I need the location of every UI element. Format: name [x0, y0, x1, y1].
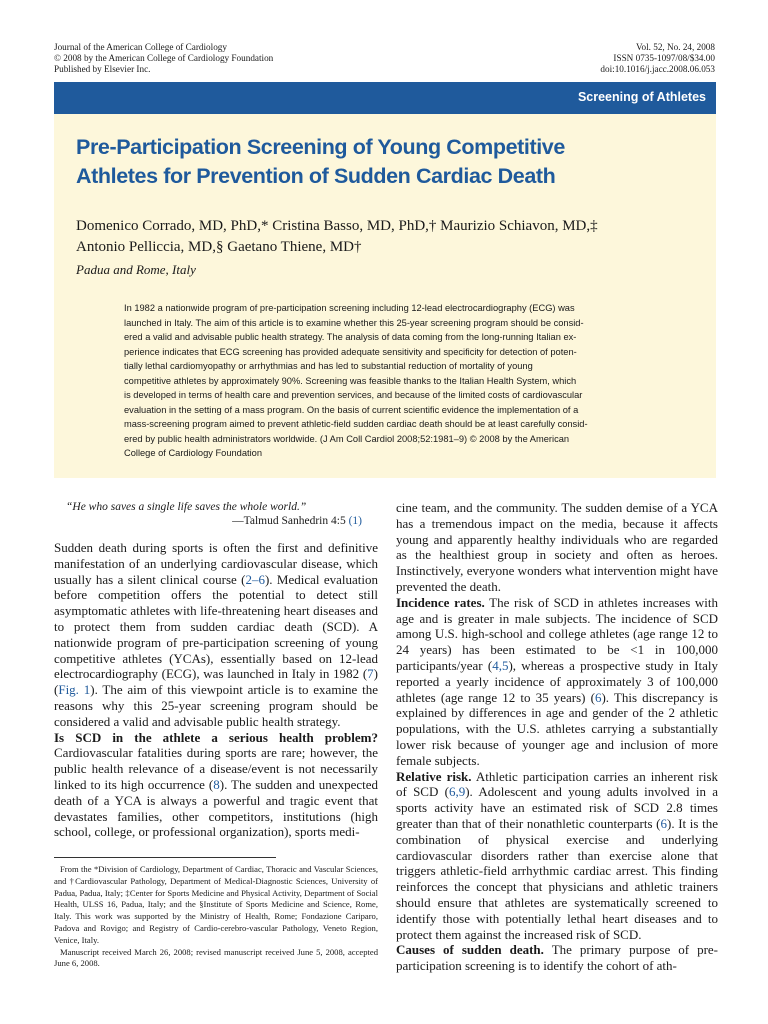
- author-line-1: Domenico Corrado, MD, PhD,* Cristina Basso, MD, PhD,† Maurizio Schiavon, MD,‡: [76, 218, 598, 234]
- right-column: [396, 500, 718, 974]
- citation-link[interactable]: 2–6: [245, 571, 265, 587]
- publisher-line: Published by Elsevier Inc.: [54, 64, 151, 74]
- citation-link[interactable]: 8: [213, 776, 220, 792]
- abstract-line: mass-screening program aimed to prevent athletic-field sudden cardiac death should be at least carefully consid-: [124, 419, 588, 429]
- title-line-1: Pre-Participation Screening of Young Competitive: [76, 135, 565, 159]
- footnote-dates: Manuscript received March 26, 2008; revised manuscript received June 5, 2008, accepted June 6, 2008.: [54, 946, 378, 969]
- journal-header-right: [600, 42, 715, 75]
- abstract-line: College of Cardiology Foundation: [124, 448, 262, 458]
- causes-paragraph: Causes of sudden death. The primary purpose of pre-participation screening is to identify the cohort of ath-: [396, 942, 718, 974]
- journal-header-left: [54, 42, 273, 75]
- abstract-line: tially lethal cardiomyopathy or arrhythmias and has led to substantial reduction of mortality of young: [124, 361, 533, 371]
- relative-risk-paragraph: Relative risk. Athletic participation carries an inherent risk of SCD (6,9). Adolescent and young adults involved in a sports activity have an estimated risk of SCD 2.8 times greater than that of their nonathletic counterparts (6). It is the combination of physical exercise and underlying cardiovascular disorders rather than exercise alone that triggers athletic-field arrhythmic cardiac arrest. This finding reinforces the concept that physicians and athletic trainers should ensure that athletes are systematically screened to identify those with potentially lethal heart diseases and to protect them against the increased risk of SCD.: [396, 768, 719, 942]
- copyright-line: © 2008 by the American College of Cardiology Foundation: [54, 53, 274, 63]
- intro-paragraph: Sudden death during sports is often the first and definitive manifestation of an underlying cardiovascular disease, which usually has a silent clinical course (2–6). Medical evaluation before competition offers the potential to detect still asymptomatic athletes with life-threatening heart diseases and to protect them from sudden cardiac death (SCD). A nationwide program of pre-participation screening of young competitive athletes (YCAs), essentially based on 12-lead electrocardiography (ECG), was launched in Italy in 1982 (7) (Fig. 1). The aim of this viewpoint article is to examine the reasons why this 25-year screening program should be considered a valid and advisable public health strategy.: [54, 540, 379, 729]
- article-title: [76, 133, 676, 191]
- citation-link[interactable]: 6: [594, 689, 602, 705]
- run-in-heading: Incidence rates.: [396, 594, 485, 610]
- epigraph-source: —Talmud Sanhedrin 4:5 (1): [232, 515, 362, 527]
- title-line-2: Athletes for Prevention of Sudden Cardiac Death: [76, 164, 556, 188]
- footnote-affiliations: From the *Division of Cardiology, Department of Cardiac, Thoracic and Vascular Sciences, and †Cardiovascular Pathology, Department of Medical-Diagnostic Sciences, University of Padua, Padua, Italy; ‡Center for Sports Medicine and Physical Activity, Department of Social Health, ULSS 16, Padua, Italy; and the §Institute of Sports Medicine and Science, Rome, Italy. This work was supported by the Ministry of Health, Rome; Fondazione Cariparo, Padova and Rovigo; and Registry of Cardio-cerebro-vascular Pathology, Veneto Region, Venice, Italy.: [54, 864, 378, 945]
- run-in-heading: Relative risk.: [396, 768, 472, 784]
- abstract-line: launched in Italy. The aim of this article is to examine whether this 25-year screening program should be consid-: [124, 317, 584, 328]
- doi-line: doi:10.1016/j.jacc.2008.06.053: [600, 64, 715, 74]
- abstract-line: perience indicates that ECG screening has provided adequate sensitivity and specificity for detection of poten-: [124, 346, 577, 357]
- citation-link[interactable]: 7: [367, 666, 374, 682]
- run-in-heading: Is SCD in the athlete a serious health problem?: [54, 729, 378, 745]
- scd-problem-paragraph: Is SCD in the athlete a serious health problem? Cardiovascular fatalities during sports are rare; however, the public health relevance of a disease/event is not necessarily linked to its high occurrence (8). The sudden and unexpected death of a YCA is always a powerful and tragic event that devastates families, other competitors, institutions (high school, college, or professional organization), sports medi-: [54, 729, 378, 840]
- section-band: [54, 82, 716, 114]
- journal-name: Journal of the American College of Cardiology: [54, 42, 227, 52]
- section-label: Screening of Athletes: [577, 90, 706, 104]
- citation-link[interactable]: 4,5: [492, 657, 509, 673]
- abstract-line: ered by public health administrators worldwide. (J Am Coll Cardiol 2008;52:1981–9) © 2008 by the American: [124, 433, 570, 444]
- citation-link[interactable]: 6: [660, 815, 667, 831]
- figure-link[interactable]: Fig. 1: [58, 682, 91, 698]
- affiliation: Padua and Rome, Italy: [76, 262, 196, 277]
- abstract-line: competitive athletes by approximately 90%. Screening was feasible thanks to the Italian Health System, which: [124, 375, 577, 386]
- abstract-line: is developed in terms of health care and prevention services, and because of the limited costs of cardiovascular: [124, 390, 583, 400]
- affiliation-footnote: [54, 864, 378, 970]
- volume-line: Vol. 52, No. 24, 2008: [636, 42, 715, 52]
- abstract-line: In 1982 a nationwide program of pre-participation screening including 12-lead electrocardiography (ECG) was: [124, 303, 575, 313]
- citation-link[interactable]: (1): [348, 515, 362, 527]
- left-column: [54, 500, 378, 840]
- issn-line: ISSN 0735-1097/08/$34.00: [613, 53, 715, 63]
- abstract: [124, 301, 656, 461]
- citation-link[interactable]: 6,9: [448, 784, 466, 800]
- abstract-line: evaluation in the setting of a mass program. On the basis of current scientific evidence the implementation of a: [124, 404, 579, 415]
- author-list: [76, 216, 706, 258]
- abstract-line: ered a valid and advisable public health strategy. The analysis of data coming from the long-running Italian ex-: [124, 332, 577, 342]
- continuation-paragraph: cine team, and the community. The sudden demise of a YCA has a tremendous impact on the media, because it affects young and apparently healthy individuals who are regarded as the healthiest group in society and often as heroes. Instinctively, everyone wonders what intervention might have prevented the death.: [396, 500, 718, 594]
- incidence-paragraph: Incidence rates. The risk of SCD in athletes increases with age and is greater in male subjects. The incidence of SCD among U.S. high-school and college athletes (age range 12 to 24 years) has been estimated to be <1 in 100,000 participants/year (4,5), whereas a prospective study in Italy reported a yearly incidence of approximately 3 of 100,000 athletes (age range 12 to 35 years) (6). This discrepancy is explained by differences in age and gender of the 2 athletic populations, with the U.S. athletes carrying a substantially lower risk because of younger age and inclusion of more female subjects.: [396, 594, 718, 768]
- footnote-rule: [54, 857, 276, 858]
- author-line-2: Antonio Pelliccia, MD,§ Gaetano Thiene, MD†: [76, 239, 362, 255]
- run-in-heading: Causes of sudden death.: [396, 942, 544, 958]
- epigraph-quote: “He who saves a single life saves the whole world.”: [66, 501, 307, 513]
